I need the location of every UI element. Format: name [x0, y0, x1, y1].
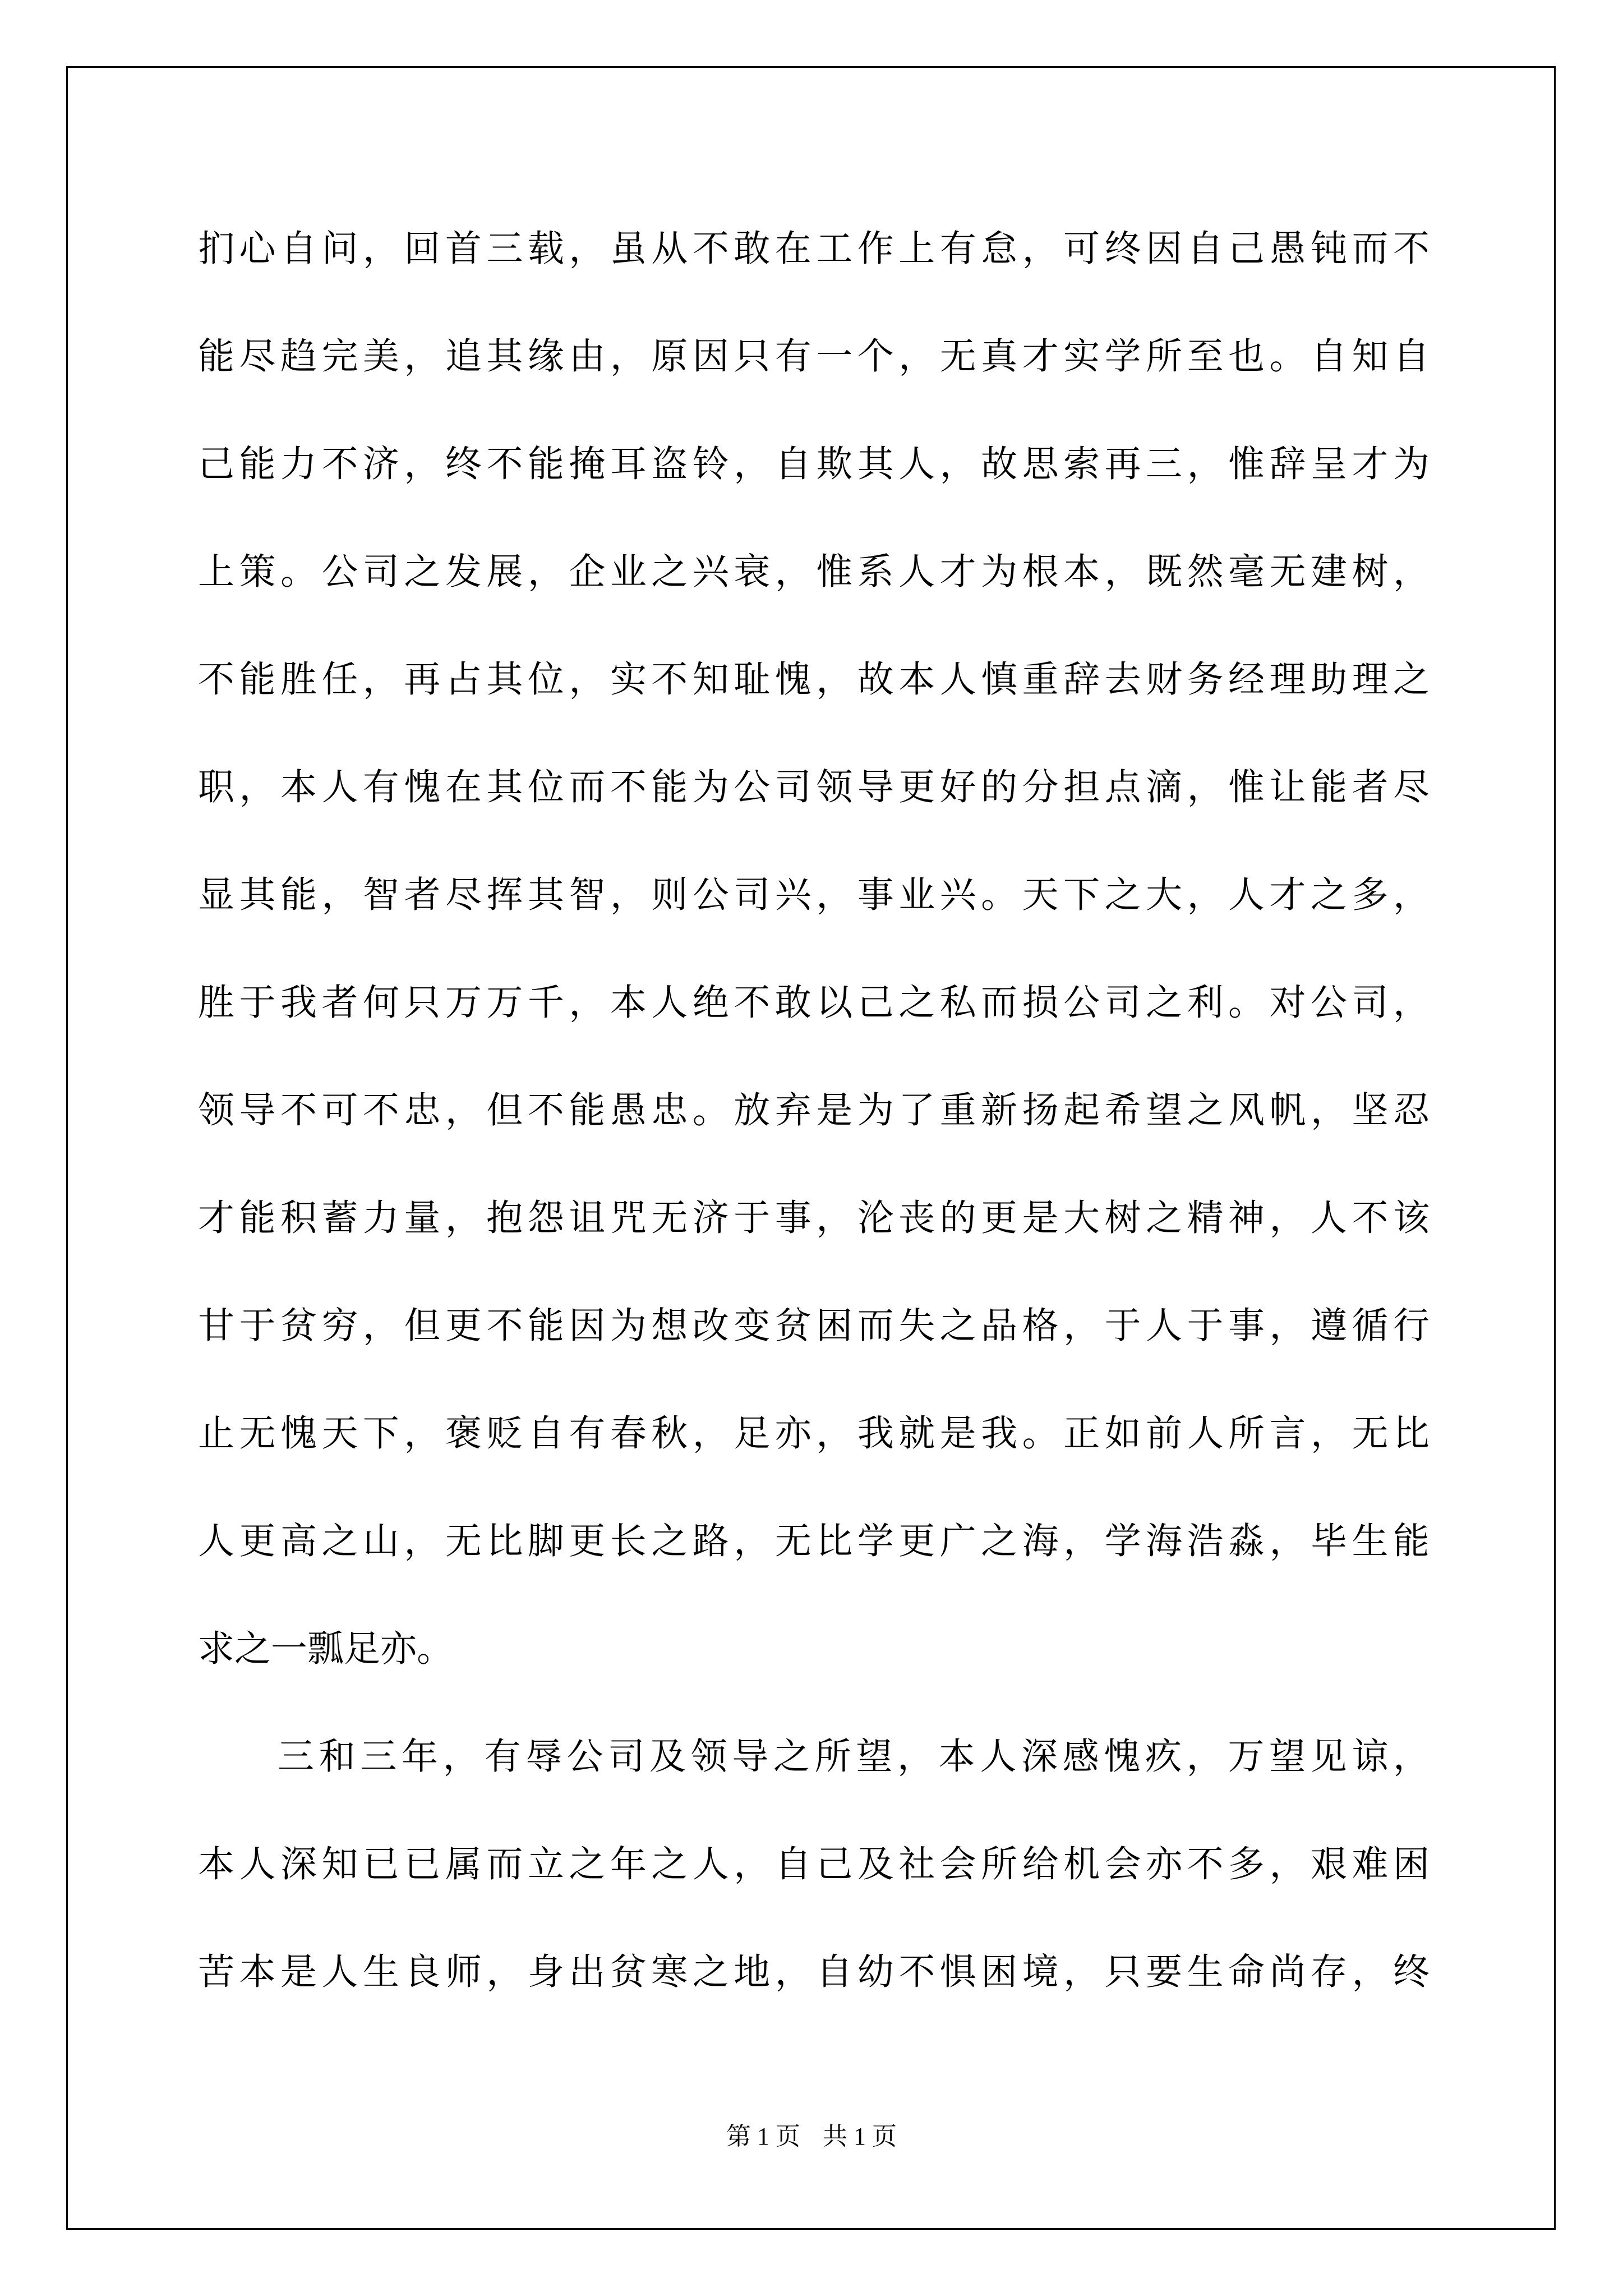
- text-line: 上策。公司之发展，企业之兴衰，惟系人才为根本，既然毫无建树，: [198, 551, 1430, 593]
- text-line: 职，本人有愧在其位而不能为公司领导更好的分担点滴，惟让能者尽: [198, 766, 1430, 808]
- text-line: 求之一瓢足亦。: [198, 1628, 454, 1670]
- text-line: 甘于贫穷，但更不能因为想改变贫困而失之品格，于人于事，遵循行: [198, 1305, 1430, 1347]
- text-line: 胜于我者何只万万千，本人绝不敢以己之私而损公司之利。对公司，: [198, 982, 1430, 1024]
- page-footer: [0, 2116, 1623, 2152]
- text-line: 己能力不济，终不能掩耳盗铃，自欺其人，故思索再三，惟辞呈才为: [198, 443, 1430, 485]
- text-line: 能尽趋完美，追其缘由，原因只有一个，无真才实学所至也。自知自: [198, 335, 1430, 378]
- text-line: 三和三年，有辱公司及领导之所望，本人深感愧疚，万望见谅，: [278, 1736, 1430, 1778]
- text-line: 苦本是人生良师，身出贫寒之地，自幼不惧困境，只要生命尚存，终: [198, 1951, 1430, 1993]
- text-line: 本人深知已已属而立之年之人，自己及社会所给机会亦不多，艰难困: [198, 1843, 1430, 1885]
- text-line: 人更高之山，无比脚更长之路，无比学更广之海，学海浩淼，毕生能: [198, 1520, 1430, 1562]
- page-number: 第 1 页: [726, 2123, 800, 2150]
- page-total: 共 1 页: [823, 2123, 897, 2150]
- text-line: 才能积蓄力量，抱怨诅咒无济于事，沦丧的更是大树之精神，人不该: [198, 1197, 1430, 1239]
- text-line: 止无愧天下，褒贬自有春秋，足亦，我就是我。正如前人所言，无比: [198, 1412, 1430, 1455]
- text-line: 显其能，智者尽挥其智，则公司兴，事业兴。天下之大，人才之多，: [198, 874, 1430, 916]
- text-line: 领导不可不忠，但不能愚忠。放弃是为了重新扬起希望之风帆，坚忍: [198, 1089, 1430, 1131]
- text-line: 不能胜任，再占其位，实不知耻愧，故本人慎重辞去财务经理助理之: [198, 659, 1430, 701]
- text-line: 扪心自问，回首三载，虽从不敢在工作上有怠，可终因自己愚钝而不: [198, 228, 1430, 270]
- document-body: [198, 195, 1430, 2026]
